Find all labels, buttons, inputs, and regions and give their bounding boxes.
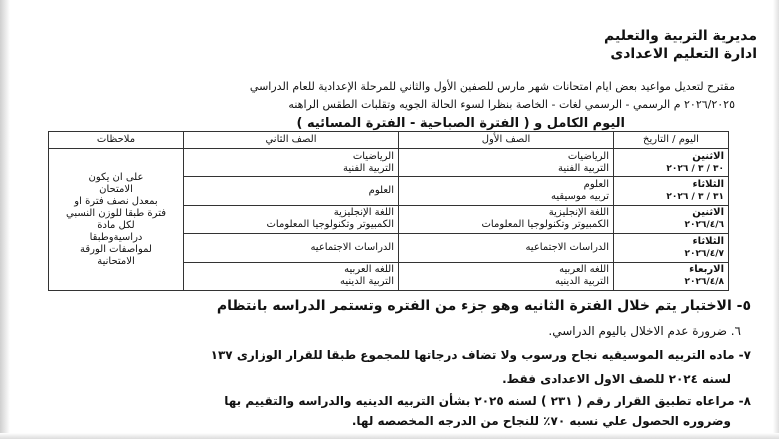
subject: العلوم bbox=[368, 185, 394, 197]
header-second-grade: الصف الثاني bbox=[184, 132, 399, 149]
header-date: اليوم / التاريخ bbox=[614, 132, 729, 149]
instruction-item-8-continued: وضروره الحصول علي نسبه ٧٠٪ للنجاح من الدرجه المخصصه لها. bbox=[351, 414, 731, 428]
exam-schedule-table bbox=[48, 131, 729, 291]
subject: الرياضيات bbox=[352, 150, 394, 162]
day-name: الثلاثاء bbox=[692, 235, 724, 247]
second-grade-subjects bbox=[184, 262, 399, 290]
second-grade-subjects bbox=[184, 149, 399, 177]
administration-title: ادارة التعليم الاعدادى bbox=[610, 46, 757, 62]
instruction-item-7-continued: لسنه ٢٠٢٤ للصف الاول الاعدادى فقط. bbox=[502, 372, 731, 386]
table-header-row bbox=[49, 132, 729, 149]
header-first-grade: الصف الأول bbox=[399, 132, 614, 149]
day-name: الاثنين bbox=[692, 150, 724, 162]
first-grade-subjects bbox=[399, 262, 614, 290]
subject: التربية الفنية bbox=[558, 162, 609, 174]
proposal-intro-line2: ٢٠٢٦/٢٠٢٥ م الرسمي - الرسمي لغات - الخاصة بنظرا لسوء الحالة الجويه وتقلبات الطقس الراهنه bbox=[288, 98, 735, 111]
date-value: ٢٠٢٦/٤/٨ bbox=[684, 277, 724, 288]
second-grade-subjects bbox=[184, 205, 399, 233]
subject: التربية الدينيه bbox=[555, 276, 609, 288]
first-grade-subjects bbox=[399, 234, 614, 262]
date-value: ٢٠٢٦/٤/٦ bbox=[684, 220, 724, 231]
note-line: الامتحان bbox=[99, 183, 133, 195]
subject: التربية الفنية bbox=[343, 162, 394, 174]
note-line: لمواصفات الورقة bbox=[80, 243, 152, 255]
scan-shadow-right bbox=[773, 0, 779, 439]
second-grade-subjects bbox=[184, 234, 399, 262]
date-value: ٣٠ / ٣ / ٢٠٢٦ bbox=[666, 163, 724, 174]
date-value: ٣١ / ٣ / ٢٠٢٦ bbox=[666, 192, 724, 203]
directorate-title: مديرية التربية والتعليم bbox=[604, 28, 757, 44]
table-row bbox=[49, 149, 729, 177]
instruction-item-8: ٨- مراعاه تطبيق القرار رقم ( ٢٣١ ) لسنه ٢٠٢٥ بشأن التربيه الدينيه والدراسه والتقييم بها bbox=[224, 394, 751, 408]
subject: اللغة الإنجليزية bbox=[333, 207, 394, 219]
date-value: ٢٠٢٦/٤/٧ bbox=[684, 248, 724, 259]
day-name: الاثنين bbox=[692, 207, 724, 219]
day-name: الاربعاء bbox=[689, 264, 724, 276]
subject: التربية الدينيه bbox=[340, 276, 394, 288]
subject: الكمبيوتر وتكنولوجيا المعلومات bbox=[266, 219, 394, 231]
date-cell bbox=[614, 234, 729, 262]
subject: اللغه العربيه bbox=[559, 264, 609, 276]
subject: اللغة الإنجليزية bbox=[548, 207, 609, 219]
instruction-item-5: ٥- الاختبار يتم خلال الفترة الثانيه وهو جزء من الفتره وتستمر الدراسه بانتظام bbox=[216, 298, 751, 314]
note-line: لكل مادة bbox=[97, 219, 135, 231]
day-name: الثلاثاء bbox=[692, 179, 724, 191]
date-cell bbox=[614, 205, 729, 233]
subject: الكمبيوتر وتكنولوجيا المعلومات bbox=[481, 219, 609, 231]
note-line: الامتحانية bbox=[97, 255, 135, 267]
first-grade-subjects bbox=[399, 205, 614, 233]
day-period-title: اليوم الكامل و ( الفترة الصباحية - الفترة المسائيه ) bbox=[296, 116, 625, 131]
subject: الرياضيات bbox=[567, 150, 609, 162]
instruction-item-6: ٦. ضرورة عدم الاخلال باليوم الدراسي. bbox=[548, 324, 741, 338]
notes-cell bbox=[49, 149, 184, 291]
date-cell bbox=[614, 262, 729, 290]
subject: الدراسات الاجتماعيه bbox=[525, 241, 609, 253]
date-cell bbox=[614, 177, 729, 205]
second-grade-subjects bbox=[184, 177, 399, 205]
first-grade-subjects bbox=[399, 149, 614, 177]
note-line: على ان يكون bbox=[88, 171, 144, 183]
scan-shadow-bottom bbox=[0, 433, 779, 439]
date-cell bbox=[614, 149, 729, 177]
proposal-intro-line1: مقترح لتعديل مواعيد بعض ايام امتحانات شهر مارس للصفين الأول والثاني للمرحلة الإعدادية للعام الدراسي bbox=[249, 80, 735, 93]
note-line: دراسيةوطبقا bbox=[89, 231, 143, 243]
subject: تربيه موسيقيه bbox=[551, 191, 609, 203]
note-line: بمعدل نصف فترة او bbox=[74, 195, 158, 207]
header-notes: ملاحظات bbox=[49, 132, 184, 149]
subject: العلوم bbox=[583, 179, 609, 191]
subject: اللغه العربيه bbox=[344, 264, 394, 276]
note-line: فترة طبقا للوزن النسبي bbox=[66, 207, 166, 219]
instruction-item-7: ٧- ماده التربيه الموسيقيه نجاح ورسوب ولا تضاف درجاتها للمجموع طبقا للقرار الوزارى ١٣٧ bbox=[210, 348, 751, 362]
subject: الدراسات الاجتماعيه bbox=[310, 241, 394, 253]
scan-shadow-left bbox=[0, 0, 10, 439]
first-grade-subjects bbox=[399, 177, 614, 205]
